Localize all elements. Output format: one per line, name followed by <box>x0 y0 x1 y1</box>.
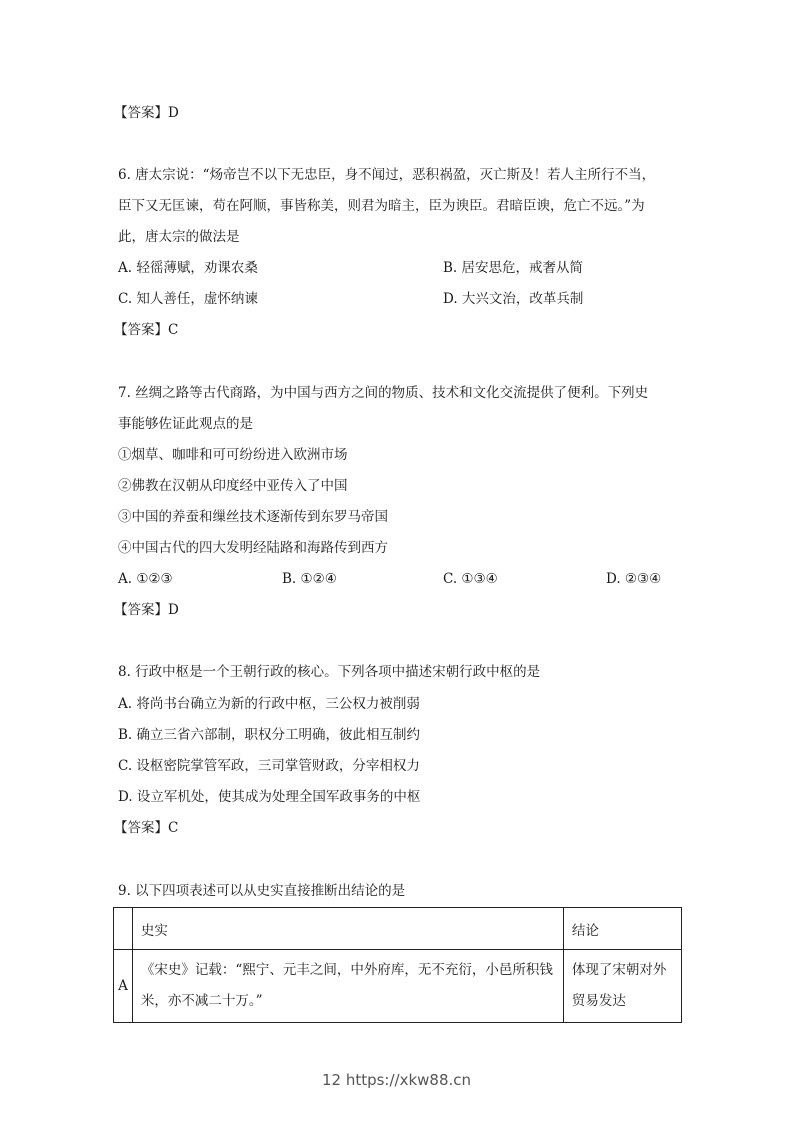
q7-item-2: ②佛教在汉朝从印度经中亚传入了中国 <box>118 478 348 494</box>
q8-option-a: A. 将尚书台确立为新的行政中枢，三公权力被削弱 <box>118 696 420 712</box>
q8-stem: 8. 行政中枢是一个王朝行政的核心。下列各项中描述宋朝行政中枢的是 <box>118 664 541 680</box>
row-fact-cell: 《宋史》记载：“熙宁、元丰之间，中外府库，无不充衍，小邑所积钱米，亦不减二十万。” <box>132 950 563 1023</box>
header-label-cell <box>114 908 133 950</box>
q7-option-b: B. ①②④ <box>282 571 337 587</box>
q6-option-d: D. 大兴文治，改革兵制 <box>443 291 584 307</box>
q7-option-c: C. ①③④ <box>443 571 498 587</box>
answer-q7: 【答案】D <box>114 602 179 618</box>
q6-option-c: C. 知人善任，虚怀纳谏 <box>118 291 258 307</box>
q7-item-3: ③中国的养蚕和缫丝技术逐渐传到东罗马帝国 <box>118 509 388 525</box>
q8-option-d: D. 设立军机处，使其成为处理全国军政事务的中枢 <box>118 789 421 805</box>
q7-option-d: D. ②③④ <box>606 571 662 587</box>
row-conclusion-cell: 体现了宋朝对外贸易发达 <box>563 950 681 1023</box>
header-conclusion-cell: 结论 <box>563 908 681 950</box>
q6-stem-line-2: 臣下又无匡谏，苟在阿顺，事皆称美，则君为暗主，臣为谀臣。君暗臣谀，危亡不远。”为 <box>118 198 645 214</box>
q6-stem-line-1: 6. 唐太宗说：“炀帝岂不以下无忠臣，身不闻过，恶积祸盈，灭亡斯及！若人主所行不当， <box>118 167 656 183</box>
q8-option-b: B. 确立三省六部制，职权分工明确，彼此相互制约 <box>118 727 421 743</box>
fact-conclusion-table <box>113 907 682 1023</box>
page-footer: 12 https://xkw88.cn <box>321 1071 472 1089</box>
table-row <box>114 950 682 1023</box>
row-label-cell: A <box>114 950 133 1023</box>
answer-q5: 【答案】D <box>114 105 179 121</box>
q9-stem: 9. 以下四项表述可以从史实直接推断出结论的是 <box>118 883 406 899</box>
q8-option-c: C. 设枢密院掌管军政，三司掌管财政，分宰相权力 <box>118 758 420 774</box>
q7-item-1: ①烟草、咖啡和可可纷纷进入欧洲市场 <box>118 447 348 463</box>
q6-stem-line-3: 此，唐太宗的做法是 <box>118 229 240 245</box>
table-header-row <box>114 908 682 950</box>
answer-q6: 【答案】C <box>114 322 179 338</box>
q6-option-a: A. 轻徭薄赋，劝课农桑 <box>118 260 258 276</box>
q7-item-4: ④中国古代的四大发明经陆路和海路传到西方 <box>118 540 388 556</box>
q7-stem-line-2: 事能够佐证此观点的是 <box>118 416 253 432</box>
header-fact-cell: 史实 <box>132 908 563 950</box>
q6-option-b: B. 居安思危，戒奢从简 <box>443 260 584 276</box>
answer-q8: 【答案】C <box>114 820 179 836</box>
q7-option-a: A. ①②③ <box>118 571 173 587</box>
q7-stem-line-1: 7. 丝绸之路等古代商路，为中国与西方之间的物质、技术和文化交流提供了便利。下列史 <box>118 385 649 401</box>
